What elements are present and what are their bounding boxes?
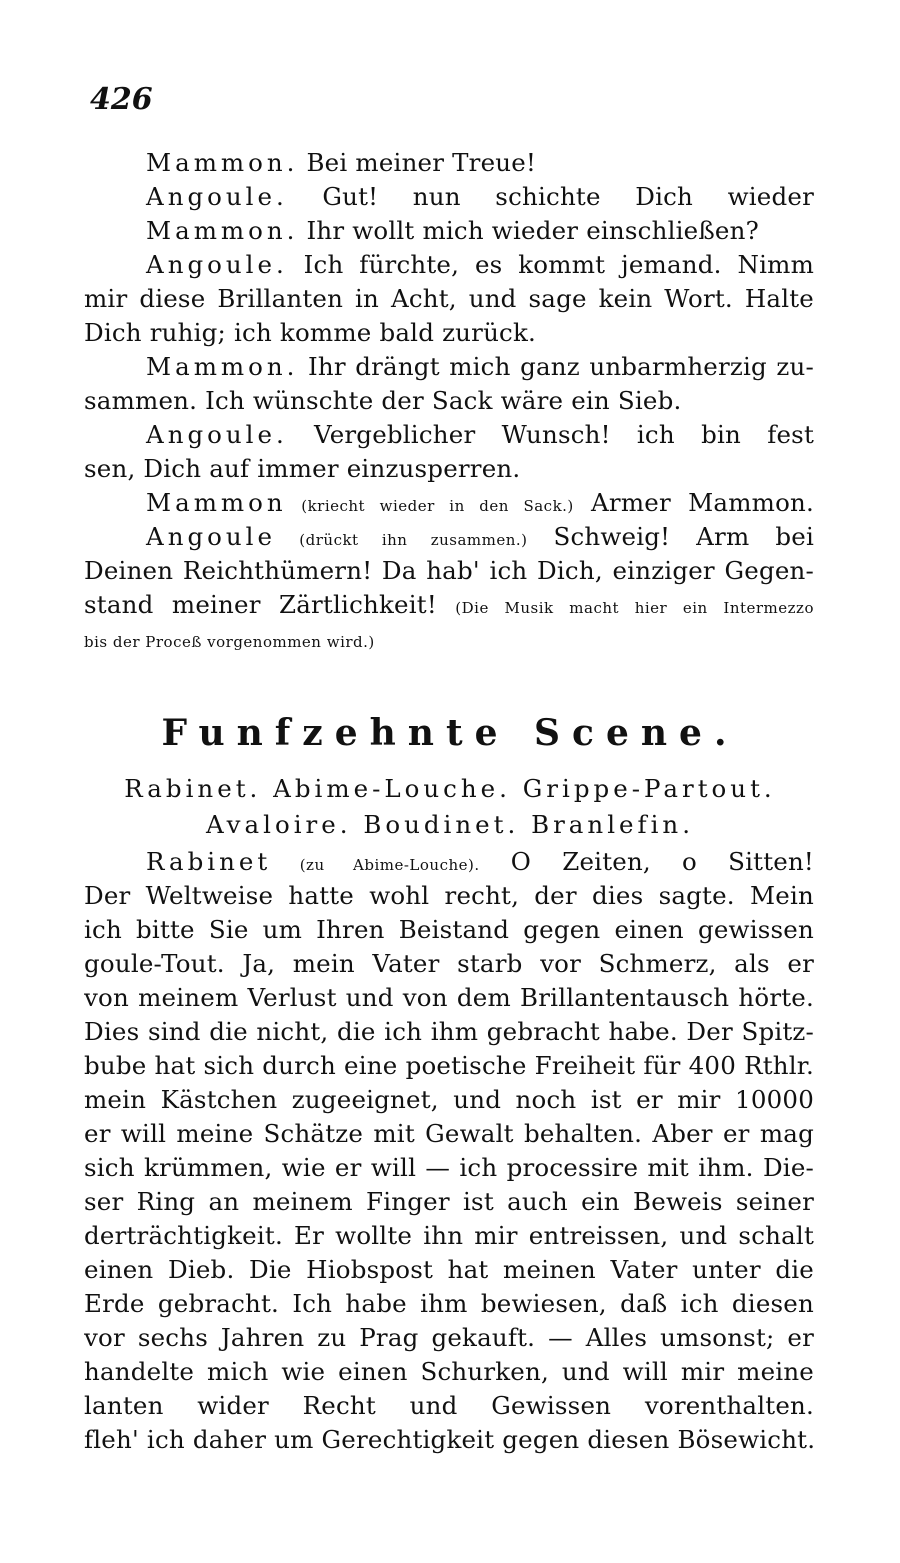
text-line [84,1423,814,1457]
text-line [84,981,814,1015]
line-text: mein Kästchen zugeeignet, und noch ist er mir 10000 [84,1085,814,1114]
text-line [84,384,814,418]
text-line [84,520,814,554]
text-line [84,588,814,622]
line-text: vor sechs Jahren zu Prag gekauft. — Alles umsonst; er [84,1323,814,1352]
text-line [84,350,814,384]
stage-direction: bis der Proceß vorgenommen wird.) [84,633,375,651]
scene-heading: Funfzehnte Scene. [161,712,739,754]
line-text: O Zeiten, o Sitten! [479,847,814,876]
line-text: Dies sind die nicht, die ich ihm gebracht habe. Der Spitz- [84,1017,814,1046]
line-text: fleh' ich daher um Gerechtigkeit gegen diesen Bösewicht. [84,1425,816,1454]
text-line [84,845,814,879]
monologue-block [84,845,814,1457]
cast-line: Avaloire. Boudinet. Branlefin. [205,810,694,839]
stage-direction: (zu Abime-Louche). [271,856,480,874]
speaker-name: Angoule. [146,420,288,449]
text-line [84,316,814,350]
text-line [84,1083,814,1117]
stage-direction: (drückt ihn zusammen.) [276,531,528,549]
line-text: Vergeblicher Wunsch! ich bin fest [314,420,814,449]
text-line [84,180,814,214]
stage-direction: (Die Musik macht hier ein Intermezzo [455,599,814,617]
text-line [84,1321,814,1355]
line-text: Bei meiner Treue! [298,148,537,177]
text-line [84,622,814,656]
cast-list [0,771,900,843]
line-text: Ich fürchte, es kommt jemand. Nimm [287,250,814,279]
text-line [84,452,814,486]
text-line [84,1355,814,1389]
text-line [84,1287,814,1321]
dialogue-block [84,146,814,656]
line-text: Ihr wollt mich wieder einschließen? [298,216,759,245]
speaker-name: Mammon. [146,216,299,245]
speaker-name: Mammon. [146,148,299,177]
line-text: lanten wider Recht und Gewissen vorenthalten. [84,1391,814,1420]
line-text: Gut! nun schichte Dich wieder [322,182,814,211]
line-text: sich krümmen, wie er will — ich processire mit ihm. Die- [84,1153,814,1182]
speaker-name: Mammon. [146,352,299,381]
line-text: mir diese Brillanten in Acht, und sage kein Wort. Halte [84,284,814,313]
text-line [84,947,814,981]
line-text: ser Ring an meinem Finger ist auch ein Beweis seiner [84,1187,814,1216]
line-text: er will meine Schätze mit Gewalt behalten. Aber er mag [84,1119,814,1148]
text-line [84,1389,814,1423]
line-text: Ihr drängt mich ganz unbarmherzig zu- [298,352,814,381]
text-line [84,1185,814,1219]
text-line [84,146,814,180]
line-text: Schweig! Arm bei [527,522,814,551]
line-text: handelte mich wie einen Schurken, und will mir meine [84,1357,814,1386]
speaker-name: Angoule. [146,250,288,279]
text-line [84,214,814,248]
line-text: Deinen Reichthümern! Da hab' ich Dich, einziger Gegen- [84,556,814,585]
text-line [84,1117,814,1151]
text-line [84,554,814,588]
line-text: Erde gebracht. Ich habe ihm bewiesen, daß ich diesen [84,1289,814,1318]
line-text: Armer Mammon. [573,488,814,517]
line-text: einen Dieb. Die Hiobspost hat meinen Vater unter die [84,1255,814,1284]
line-text: Der Weltweise hatte wohl recht, der dies sagte. Mein [84,881,814,910]
line-text: bube hat sich durch eine poetische Freiheit für 400 Rthlr. [84,1051,814,1080]
line-text: Dich ruhig; ich komme bald zurück. [84,318,536,347]
line-text: sen, Dich auf immer einzusperren. [84,454,521,483]
speaker-name: Rabinet [146,847,272,876]
line-text: stand meiner Zärtlichkeit! [84,590,456,619]
text-line [84,1015,814,1049]
text-line [84,486,814,520]
text-line [84,1253,814,1287]
stage-direction: (kriecht wieder in den Sack.) [286,497,574,515]
speaker-name: Mammon [146,488,287,517]
text-line [84,418,814,452]
text-line [84,913,814,947]
cast-line: Rabinet. Abime-Louche. Grippe-Partout. [124,774,776,803]
line-text: derträchtigkeit. Er wollte ihn mir entreissen, und schalt [84,1221,814,1250]
page-number: 426 [90,82,153,117]
line-text: sammen. Ich wünschte der Sack wäre ein Sieb. [84,386,682,415]
line-text: von meinem Verlust und von dem Brillantentausch hörte. [84,983,814,1012]
text-line [84,1219,814,1253]
text-line [84,282,814,316]
speaker-name: Angoule [146,522,277,551]
speaker-name: Angoule. [146,182,288,211]
text-line [84,1049,814,1083]
line-text: goule-Tout. Ja, mein Vater starb vor Schmerz, als er [84,949,814,978]
text-line [84,879,814,913]
text-line [84,248,814,282]
text-line [84,1151,814,1185]
line-text: ich bitte Sie um Ihren Beistand gegen einen gewissen [84,915,814,944]
